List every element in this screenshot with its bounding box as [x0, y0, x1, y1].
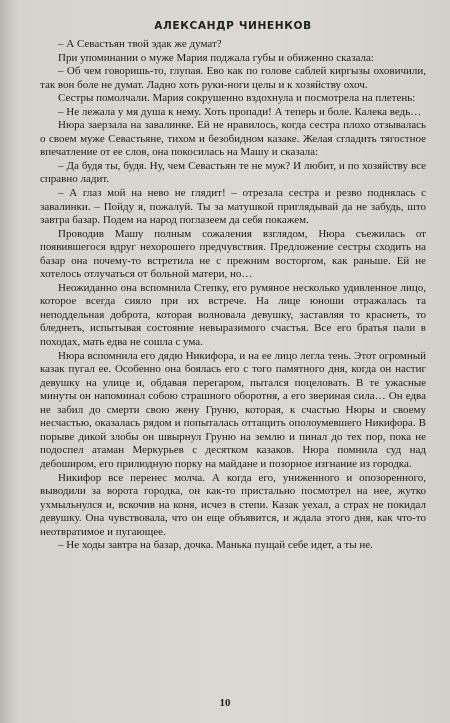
paragraph: – А Севастьян твой эдак же думат? — [58, 38, 222, 50]
page-number: 10 — [219, 697, 231, 709]
body-text — [40, 38, 426, 553]
paragraph: Нюра вспомнила его дядю Никифора, и на ее лицо легла тень. Этот огромный казак пугал ее. Особенно она боялась его с того памятного дня, когда он настиг девушку на улице и, обдавая перегаром, пытался поцеловать. В те ужасные минуты он напоминал собою страшного оборотня, а его звериная сила… Он едва не забил до смерти свою жену Груню, которая, к счастью Нюры и своему несчастью, оказалась рядом и попыталась оттащить ополоумевшего Никифора. В порыве дикой злобы он швырнул Груню на землю и пинал до тех пор, пока не подоспел атаман Меркурьев с десятком казаков. Нюра помнила суд над дебоширом, его прилюдную порку на майдане и позорное изгнание из городка. — [40, 349, 426, 470]
running-head: АЛЕКСАНДР ЧИНЕНКОВ — [154, 20, 312, 32]
paragraph: – Не лежала у мя душа к нему. Хоть пропади! А теперь и боле. Калека ведь… — [58, 105, 422, 118]
paragraph: Сестры помолчали. Мария сокрушенно вздохнула и посмотрела на плетень: — [58, 92, 416, 105]
paragraph: – Об чем говоришь-то, глупая. Ево как по голове саблей киргызы оховичили, так вон боле не думат. Ладно хоть руки-ноги целы и к хозяйству охоч. — [40, 65, 426, 91]
paragraph: Никифор все перенес молча. А когда его, униженного и опозоренного, выводили за ворота городка, он как-то пристально посмотрел на нее, жутко ухмыльнулся и, вскочив на коня, исчез в степи. Казак уехал, а страх не покидал девушку. Она чувствовала, что он еще объявится, и ждала этого дня, как что-то неотвратимое и пугающее. — [40, 471, 426, 538]
paragraph: Проводив Машу полным сожаления взглядом, Нюра съежилась от появившегося вдруг нехорошего предчувствия. Предложение сестры сходить на базар она почему-то встретила не с прежним восторгом, как раньше. Ей не хотелось отлучаться от больной матери, но… — [40, 227, 426, 281]
paragraph: – Да будя ты, будя. Ну, чем Севастьян те не муж? И любит, и по хозяйству все справно ладит. — [40, 159, 426, 186]
paragraph: При упоминании о муже Мария поджала губы и обиженно сказала: — [58, 51, 374, 64]
paragraph: Неожиданно она вспомнила Степку, его румяное несколько удивленное лицо, которое всегда сияло при их встрече. На лице юноши отражалась та неподдельная доброта, которая волновала девушку, заставляя то краснеть, то бледнеть, испытывая состояние невыразимого счастья. Все его братья пали в походах, мать едва не сошла с ума. — [40, 281, 426, 349]
paragraph: Нюра заерзала на завалинке. Ей не нравилось, когда сестра плохо отзывалась о своем муже Севастьяне, тихом и безобидном казаке. Желая сгладить тягостное впечатление от ее слов, она покосилась на Машу и сказала: — [40, 119, 426, 159]
paragraph: – Не ходы завтра на базар, дочка. Манька пущай себе идет, а ты не. — [58, 539, 373, 552]
paragraph: – А глаз мой на нево не глядит! – отрезала сестра и резво поднялась с завалинки. – Пойду я, пожалуй. Ты за матушкой приглядывай да не забудь, што завтра базар. Подем на народ поглазеем да себя покажем. — [40, 187, 426, 227]
